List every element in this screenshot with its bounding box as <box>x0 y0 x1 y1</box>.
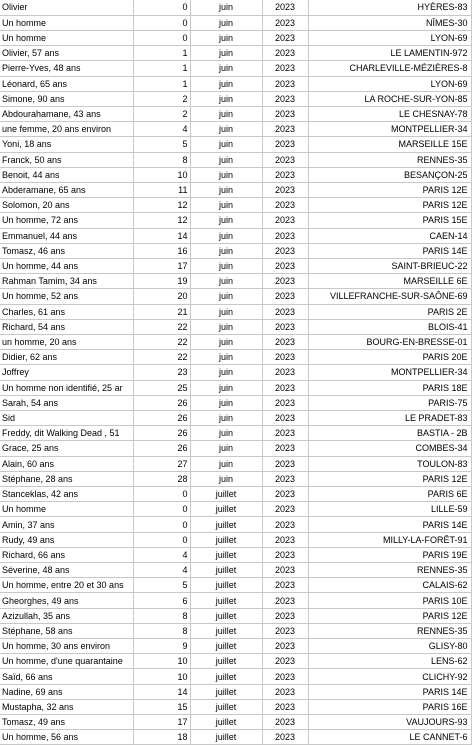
cell-month[interactable]: juin <box>190 350 262 365</box>
cell-name[interactable]: Richard, 66 ans <box>0 547 133 562</box>
cell-day[interactable]: 0 <box>133 532 190 547</box>
cell-year[interactable]: 2023 <box>262 91 308 106</box>
cell-year[interactable]: 2023 <box>262 334 308 349</box>
cell-place[interactable]: RENNES-35 <box>308 563 471 578</box>
cell-place[interactable]: PARIS 19E <box>308 547 471 562</box>
cell-year[interactable]: 2023 <box>262 152 308 167</box>
table-row <box>0 46 471 61</box>
cell-month[interactable]: juin <box>190 243 262 258</box>
cell-name[interactable]: une femme, 20 ans environ <box>0 122 133 137</box>
cell-place[interactable]: PARIS 6E <box>308 487 471 502</box>
table-row <box>0 76 471 91</box>
table-row <box>0 487 471 502</box>
table-row <box>0 608 471 623</box>
cell-name[interactable]: Benoit, 44 ans <box>0 167 133 182</box>
cell-year[interactable]: 2023 <box>262 0 308 15</box>
cell-year[interactable]: 2023 <box>262 30 308 45</box>
cell-month[interactable]: juillet <box>190 684 262 699</box>
table-row <box>0 30 471 45</box>
cell-year[interactable]: 2023 <box>262 319 308 334</box>
cell-place[interactable]: MARSEILLE 6E <box>308 274 471 289</box>
cell-day[interactable]: 28 <box>133 471 190 486</box>
cell-month[interactable]: juin <box>190 137 262 152</box>
cell-year[interactable]: 2023 <box>262 304 308 319</box>
cell-year[interactable]: 2023 <box>262 106 308 121</box>
table-row <box>0 684 471 699</box>
cell-name[interactable]: Un homme non identifié, 25 ar <box>0 380 133 395</box>
cell-day[interactable]: 1 <box>133 76 190 91</box>
cell-place[interactable]: BLOIS-41 <box>308 319 471 334</box>
cell-day[interactable]: 12 <box>133 213 190 228</box>
cell-name[interactable]: Rahman Tamim, 34 ans <box>0 274 133 289</box>
cell-year[interactable]: 2023 <box>262 593 308 608</box>
cell-name[interactable]: Pierre-Yves, 48 ans <box>0 61 133 76</box>
cell-month[interactable]: juillet <box>190 547 262 562</box>
cell-place[interactable]: MONTPELLIER-34 <box>308 365 471 380</box>
cell-name[interactable]: Richard, 54 ans <box>0 319 133 334</box>
cell-day[interactable]: 17 <box>133 258 190 273</box>
cell-day[interactable]: 4 <box>133 547 190 562</box>
cell-day[interactable]: 22 <box>133 319 190 334</box>
cell-month[interactable]: juin <box>190 91 262 106</box>
table-row <box>0 198 471 213</box>
cell-name[interactable]: Stéphane, 58 ans <box>0 623 133 638</box>
cell-month[interactable]: juillet <box>190 487 262 502</box>
cell-name[interactable]: Freddy, dit Walking Dead , 51 <box>0 426 133 441</box>
cell-month[interactable]: juin <box>190 122 262 137</box>
cell-name[interactable]: Franck, 50 ans <box>0 152 133 167</box>
cell-place[interactable]: PARIS 12E <box>308 182 471 197</box>
cell-day[interactable]: 5 <box>133 137 190 152</box>
cell-month[interactable]: juin <box>190 0 262 15</box>
cell-month[interactable]: juillet <box>190 532 262 547</box>
cell-year[interactable]: 2023 <box>262 137 308 152</box>
cell-name[interactable]: Sid <box>0 410 133 425</box>
table-row <box>0 715 471 730</box>
cell-name[interactable]: Alain, 60 ans <box>0 456 133 471</box>
cell-month[interactable]: juin <box>190 76 262 91</box>
cell-place[interactable]: MILLY-LA-FORÊT-91 <box>308 532 471 547</box>
cell-year[interactable]: 2023 <box>262 715 308 730</box>
cell-day[interactable]: 22 <box>133 334 190 349</box>
cell-day[interactable]: 1 <box>133 46 190 61</box>
cell-name[interactable]: Un homme, 72 ans <box>0 213 133 228</box>
cell-month[interactable]: juin <box>190 30 262 45</box>
cell-day[interactable]: 2 <box>133 91 190 106</box>
cell-day[interactable]: 11 <box>133 182 190 197</box>
cell-day[interactable]: 20 <box>133 289 190 304</box>
cell-day[interactable]: 10 <box>133 167 190 182</box>
cell-year[interactable]: 2023 <box>262 198 308 213</box>
table-row <box>0 669 471 684</box>
cell-place[interactable]: LYON-69 <box>308 76 471 91</box>
cell-name[interactable]: Un homme, 52 ans <box>0 289 133 304</box>
cell-place[interactable]: PARIS 14E <box>308 243 471 258</box>
cell-day[interactable]: 15 <box>133 699 190 714</box>
table-row <box>0 319 471 334</box>
cell-place[interactable]: HYÈRES-83 <box>308 0 471 15</box>
cell-place[interactable]: MONTPELLIER-34 <box>308 122 471 137</box>
cell-day[interactable]: 21 <box>133 304 190 319</box>
cell-name[interactable]: Abdourahamane, 43 ans <box>0 106 133 121</box>
table-row <box>0 106 471 121</box>
cell-place[interactable]: PARIS 12E <box>308 198 471 213</box>
cell-place[interactable]: BESANÇON-25 <box>308 167 471 182</box>
table-row <box>0 593 471 608</box>
cell-place[interactable]: LA ROCHE-SUR-YON-85 <box>308 91 471 106</box>
table-row <box>0 471 471 486</box>
cell-month[interactable]: juin <box>190 152 262 167</box>
cell-year[interactable]: 2023 <box>262 669 308 684</box>
cell-month[interactable]: juin <box>190 15 262 30</box>
cell-year[interactable]: 2023 <box>262 426 308 441</box>
cell-year[interactable]: 2023 <box>262 167 308 182</box>
cell-year[interactable]: 2023 <box>262 471 308 486</box>
cell-place[interactable]: PARIS 14E <box>308 684 471 699</box>
table-row <box>0 410 471 425</box>
table-row <box>0 517 471 532</box>
cell-day[interactable]: 16 <box>133 243 190 258</box>
cell-year[interactable]: 2023 <box>262 639 308 654</box>
cell-name[interactable]: Amin, 37 ans <box>0 517 133 532</box>
cell-name[interactable]: Yoni, 18 ans <box>0 137 133 152</box>
cell-year[interactable]: 2023 <box>262 182 308 197</box>
cell-place[interactable]: RENNES-35 <box>308 623 471 638</box>
cell-day[interactable]: 0 <box>133 487 190 502</box>
table-row <box>0 289 471 304</box>
cell-name[interactable]: Grace, 25 ans <box>0 441 133 456</box>
cell-name[interactable]: Saïd, 66 ans <box>0 669 133 684</box>
cell-name[interactable]: Olivier, 57 ans <box>0 46 133 61</box>
table-row <box>0 258 471 273</box>
cell-year[interactable]: 2023 <box>262 15 308 30</box>
cell-month[interactable]: juillet <box>190 502 262 517</box>
cell-day[interactable]: 17 <box>133 715 190 730</box>
table-row <box>0 699 471 714</box>
table-row <box>0 654 471 669</box>
cell-month[interactable]: juin <box>190 258 262 273</box>
cell-name[interactable]: Charles, 61 ans <box>0 304 133 319</box>
cell-day[interactable]: 22 <box>133 350 190 365</box>
cell-day[interactable]: 27 <box>133 456 190 471</box>
cell-place[interactable]: GLISY-80 <box>308 639 471 654</box>
cell-place[interactable]: PARIS-75 <box>308 395 471 410</box>
cell-year[interactable]: 2023 <box>262 578 308 593</box>
cell-place[interactable]: NÎMES-30 <box>308 15 471 30</box>
table-row <box>0 304 471 319</box>
cell-place[interactable]: MARSEILLE 15E <box>308 137 471 152</box>
cell-place[interactable]: SAINT-BRIEUC-22 <box>308 258 471 273</box>
cell-day[interactable]: 23 <box>133 365 190 380</box>
cell-place[interactable]: PARIS 18E <box>308 380 471 395</box>
cell-place[interactable]: PARIS 2E <box>308 304 471 319</box>
cell-place[interactable]: COMBES-34 <box>308 441 471 456</box>
cell-month[interactable]: juin <box>190 456 262 471</box>
table-row <box>0 228 471 243</box>
cell-name[interactable]: un homme, 20 ans <box>0 334 133 349</box>
cell-month[interactable]: juin <box>190 106 262 121</box>
cell-place[interactable]: PARIS 14E <box>308 517 471 532</box>
table-row <box>0 182 471 197</box>
table-row <box>0 730 471 745</box>
cell-place[interactable]: BASTIA - 2B <box>308 426 471 441</box>
cell-year[interactable]: 2023 <box>262 243 308 258</box>
cell-day[interactable]: 0 <box>133 30 190 45</box>
cell-month[interactable]: juin <box>190 274 262 289</box>
table-row <box>0 350 471 365</box>
cell-month[interactable]: juin <box>190 198 262 213</box>
cell-place[interactable]: LILLE-59 <box>308 502 471 517</box>
table-row <box>0 578 471 593</box>
cell-place[interactable]: PARIS 12E <box>308 608 471 623</box>
cell-year[interactable]: 2023 <box>262 487 308 502</box>
cell-year[interactable]: 2023 <box>262 46 308 61</box>
cell-day[interactable]: 4 <box>133 122 190 137</box>
cell-day[interactable]: 5 <box>133 578 190 593</box>
cell-name[interactable]: Gheorghes, 49 ans <box>0 593 133 608</box>
cell-name[interactable]: Stanceklas, 42 ans <box>0 487 133 502</box>
table-row <box>0 274 471 289</box>
cell-month[interactable]: juillet <box>190 593 262 608</box>
cell-month[interactable]: juin <box>190 426 262 441</box>
cell-day[interactable]: 26 <box>133 410 190 425</box>
cell-name[interactable]: Olivier <box>0 0 133 15</box>
cell-day[interactable]: 4 <box>133 563 190 578</box>
cell-month[interactable]: juillet <box>190 517 262 532</box>
cell-day[interactable]: 9 <box>133 639 190 654</box>
cell-month[interactable]: juillet <box>190 715 262 730</box>
cell-place[interactable]: LE CHESNAY-78 <box>308 106 471 121</box>
cell-year[interactable]: 2023 <box>262 76 308 91</box>
cell-day[interactable]: 6 <box>133 593 190 608</box>
table-row <box>0 61 471 76</box>
cell-year[interactable]: 2023 <box>262 365 308 380</box>
cell-month[interactable]: juin <box>190 334 262 349</box>
cell-name[interactable]: Solomon, 20 ans <box>0 198 133 213</box>
cell-place[interactable]: LYON-69 <box>308 30 471 45</box>
table-row <box>0 563 471 578</box>
cell-day[interactable]: 8 <box>133 608 190 623</box>
cell-year[interactable]: 2023 <box>262 213 308 228</box>
cell-name[interactable]: Azizullah, 35 ans <box>0 608 133 623</box>
cell-month[interactable]: juin <box>190 395 262 410</box>
table-row <box>0 426 471 441</box>
cell-year[interactable]: 2023 <box>262 122 308 137</box>
cell-name[interactable]: Un homme, 30 ans environ <box>0 639 133 654</box>
cell-name[interactable]: Sarah, 54 ans <box>0 395 133 410</box>
cell-year[interactable]: 2023 <box>262 547 308 562</box>
cell-place[interactable]: PARIS 16E <box>308 699 471 714</box>
cell-day[interactable]: 18 <box>133 730 190 745</box>
table-row <box>0 243 471 258</box>
cell-name[interactable]: Un homme <box>0 30 133 45</box>
cell-name[interactable]: Joffrey <box>0 365 133 380</box>
cell-name[interactable]: Emmanuel, 44 ans <box>0 228 133 243</box>
cell-place[interactable]: PARIS 15E <box>308 213 471 228</box>
cell-place[interactable]: VILLEFRANCHE-SUR-SAÔNE-69 <box>308 289 471 304</box>
cell-name[interactable]: Un homme, entre 20 et 30 ans <box>0 578 133 593</box>
cell-year[interactable]: 2023 <box>262 61 308 76</box>
cell-name[interactable]: Nadine, 69 ans <box>0 684 133 699</box>
cell-name[interactable]: Un homme, 56 ans <box>0 730 133 745</box>
cell-year[interactable]: 2023 <box>262 456 308 471</box>
cell-day[interactable]: 14 <box>133 684 190 699</box>
cell-place[interactable]: VAUJOURS-93 <box>308 715 471 730</box>
cell-day[interactable]: 25 <box>133 380 190 395</box>
cell-day[interactable]: 26 <box>133 426 190 441</box>
cell-name[interactable]: Séverine, 48 ans <box>0 563 133 578</box>
cell-name[interactable]: Tomasz, 46 ans <box>0 243 133 258</box>
cell-day[interactable]: 0 <box>133 15 190 30</box>
table-row <box>0 380 471 395</box>
table-row <box>0 365 471 380</box>
cell-month[interactable]: juillet <box>190 699 262 714</box>
cell-day[interactable]: 10 <box>133 669 190 684</box>
cell-place[interactable]: LENS-62 <box>308 654 471 669</box>
table-row <box>0 152 471 167</box>
cell-day[interactable]: 12 <box>133 198 190 213</box>
cell-month[interactable]: juillet <box>190 608 262 623</box>
cell-year[interactable]: 2023 <box>262 684 308 699</box>
table-row <box>0 639 471 654</box>
cell-place[interactable]: RENNES-35 <box>308 152 471 167</box>
cell-place[interactable]: CHARLEVILLE-MÉZIÈRES-8 <box>308 61 471 76</box>
table-row <box>0 532 471 547</box>
cell-month[interactable]: juillet <box>190 623 262 638</box>
cell-year[interactable]: 2023 <box>262 699 308 714</box>
cell-name[interactable]: Tomasz, 49 ans <box>0 715 133 730</box>
table-row <box>0 502 471 517</box>
cell-year[interactable]: 2023 <box>262 350 308 365</box>
table-row <box>0 334 471 349</box>
cell-month[interactable]: juin <box>190 380 262 395</box>
table-row <box>0 122 471 137</box>
cell-year[interactable]: 2023 <box>262 654 308 669</box>
cell-month[interactable]: juin <box>190 304 262 319</box>
cell-month[interactable]: juillet <box>190 639 262 654</box>
cell-year[interactable]: 2023 <box>262 517 308 532</box>
cell-month[interactable]: juillet <box>190 669 262 684</box>
cell-month[interactable]: juillet <box>190 730 262 745</box>
cell-month[interactable]: juin <box>190 410 262 425</box>
cell-day[interactable]: 2 <box>133 106 190 121</box>
cell-year[interactable]: 2023 <box>262 730 308 745</box>
cell-day[interactable]: 14 <box>133 228 190 243</box>
cell-month[interactable]: juin <box>190 228 262 243</box>
cell-day[interactable]: 0 <box>133 502 190 517</box>
cell-name[interactable]: Simone, 90 ans <box>0 91 133 106</box>
cell-month[interactable]: juillet <box>190 578 262 593</box>
cell-place[interactable]: CLICHY-92 <box>308 669 471 684</box>
cell-day[interactable]: 26 <box>133 441 190 456</box>
cell-year[interactable]: 2023 <box>262 623 308 638</box>
table-row <box>0 0 471 15</box>
table-row <box>0 547 471 562</box>
cell-year[interactable]: 2023 <box>262 563 308 578</box>
cell-year[interactable]: 2023 <box>262 608 308 623</box>
table-row <box>0 137 471 152</box>
cell-month[interactable]: juin <box>190 213 262 228</box>
cell-place[interactable]: LE PRADET-83 <box>308 410 471 425</box>
cell-day[interactable]: 1 <box>133 61 190 76</box>
cell-name[interactable]: Un homme, d'une quarantaine <box>0 654 133 669</box>
cell-year[interactable]: 2023 <box>262 410 308 425</box>
cell-year[interactable]: 2023 <box>262 289 308 304</box>
cell-day[interactable]: 8 <box>133 152 190 167</box>
cell-name[interactable]: Rudy, 49 ans <box>0 532 133 547</box>
cell-name[interactable]: Didier, 62 ans <box>0 350 133 365</box>
cell-place[interactable]: CAEN-14 <box>308 228 471 243</box>
table-row <box>0 91 471 106</box>
cell-month[interactable]: juillet <box>190 563 262 578</box>
cell-year[interactable]: 2023 <box>262 274 308 289</box>
table-row <box>0 623 471 638</box>
cell-year[interactable]: 2023 <box>262 258 308 273</box>
cell-place[interactable]: PARIS 12E <box>308 471 471 486</box>
cell-year[interactable]: 2023 <box>262 228 308 243</box>
table-row <box>0 15 471 30</box>
cell-day[interactable]: 26 <box>133 395 190 410</box>
cell-year[interactable]: 2023 <box>262 502 308 517</box>
cell-month[interactable]: juin <box>190 289 262 304</box>
cell-name[interactable]: Stéphane, 28 ans <box>0 471 133 486</box>
table-row <box>0 441 471 456</box>
table-row <box>0 167 471 182</box>
cell-month[interactable]: juin <box>190 471 262 486</box>
cell-month[interactable]: juin <box>190 46 262 61</box>
cell-name[interactable]: Un homme <box>0 502 133 517</box>
cell-place[interactable]: CALAIS-62 <box>308 578 471 593</box>
cell-month[interactable]: juin <box>190 441 262 456</box>
cell-year[interactable]: 2023 <box>262 395 308 410</box>
cell-place[interactable]: LE LAMENTIN-972 <box>308 46 471 61</box>
cell-name[interactable]: Abderamane, 65 ans <box>0 182 133 197</box>
cell-year[interactable]: 2023 <box>262 532 308 547</box>
cell-month[interactable]: juin <box>190 61 262 76</box>
table-row <box>0 456 471 471</box>
cell-name[interactable]: Un homme <box>0 15 133 30</box>
cell-month[interactable]: juin <box>190 365 262 380</box>
cell-place[interactable]: LE CANNET-6 <box>308 730 471 745</box>
cell-month[interactable]: juillet <box>190 654 262 669</box>
cell-month[interactable]: juin <box>190 319 262 334</box>
cell-name[interactable]: Un homme, 44 ans <box>0 258 133 273</box>
cell-place[interactable]: BOURG-EN-BRESSE-01 <box>308 334 471 349</box>
cell-month[interactable]: juin <box>190 167 262 182</box>
table-row <box>0 395 471 410</box>
cell-place[interactable]: PARIS 10E <box>308 593 471 608</box>
cell-name[interactable]: Mustapha, 32 ans <box>0 699 133 714</box>
cell-day[interactable]: 8 <box>133 623 190 638</box>
cell-day[interactable]: 0 <box>133 517 190 532</box>
table-row <box>0 213 471 228</box>
cell-place[interactable]: PARIS 20E <box>308 350 471 365</box>
cell-day[interactable]: 0 <box>133 0 190 15</box>
cell-day[interactable]: 19 <box>133 274 190 289</box>
cell-month[interactable]: juin <box>190 182 262 197</box>
cell-place[interactable]: TOULON-83 <box>308 456 471 471</box>
cell-year[interactable]: 2023 <box>262 441 308 456</box>
cell-name[interactable]: Léonard, 65 ans <box>0 76 133 91</box>
cell-day[interactable]: 10 <box>133 654 190 669</box>
cell-year[interactable]: 2023 <box>262 380 308 395</box>
